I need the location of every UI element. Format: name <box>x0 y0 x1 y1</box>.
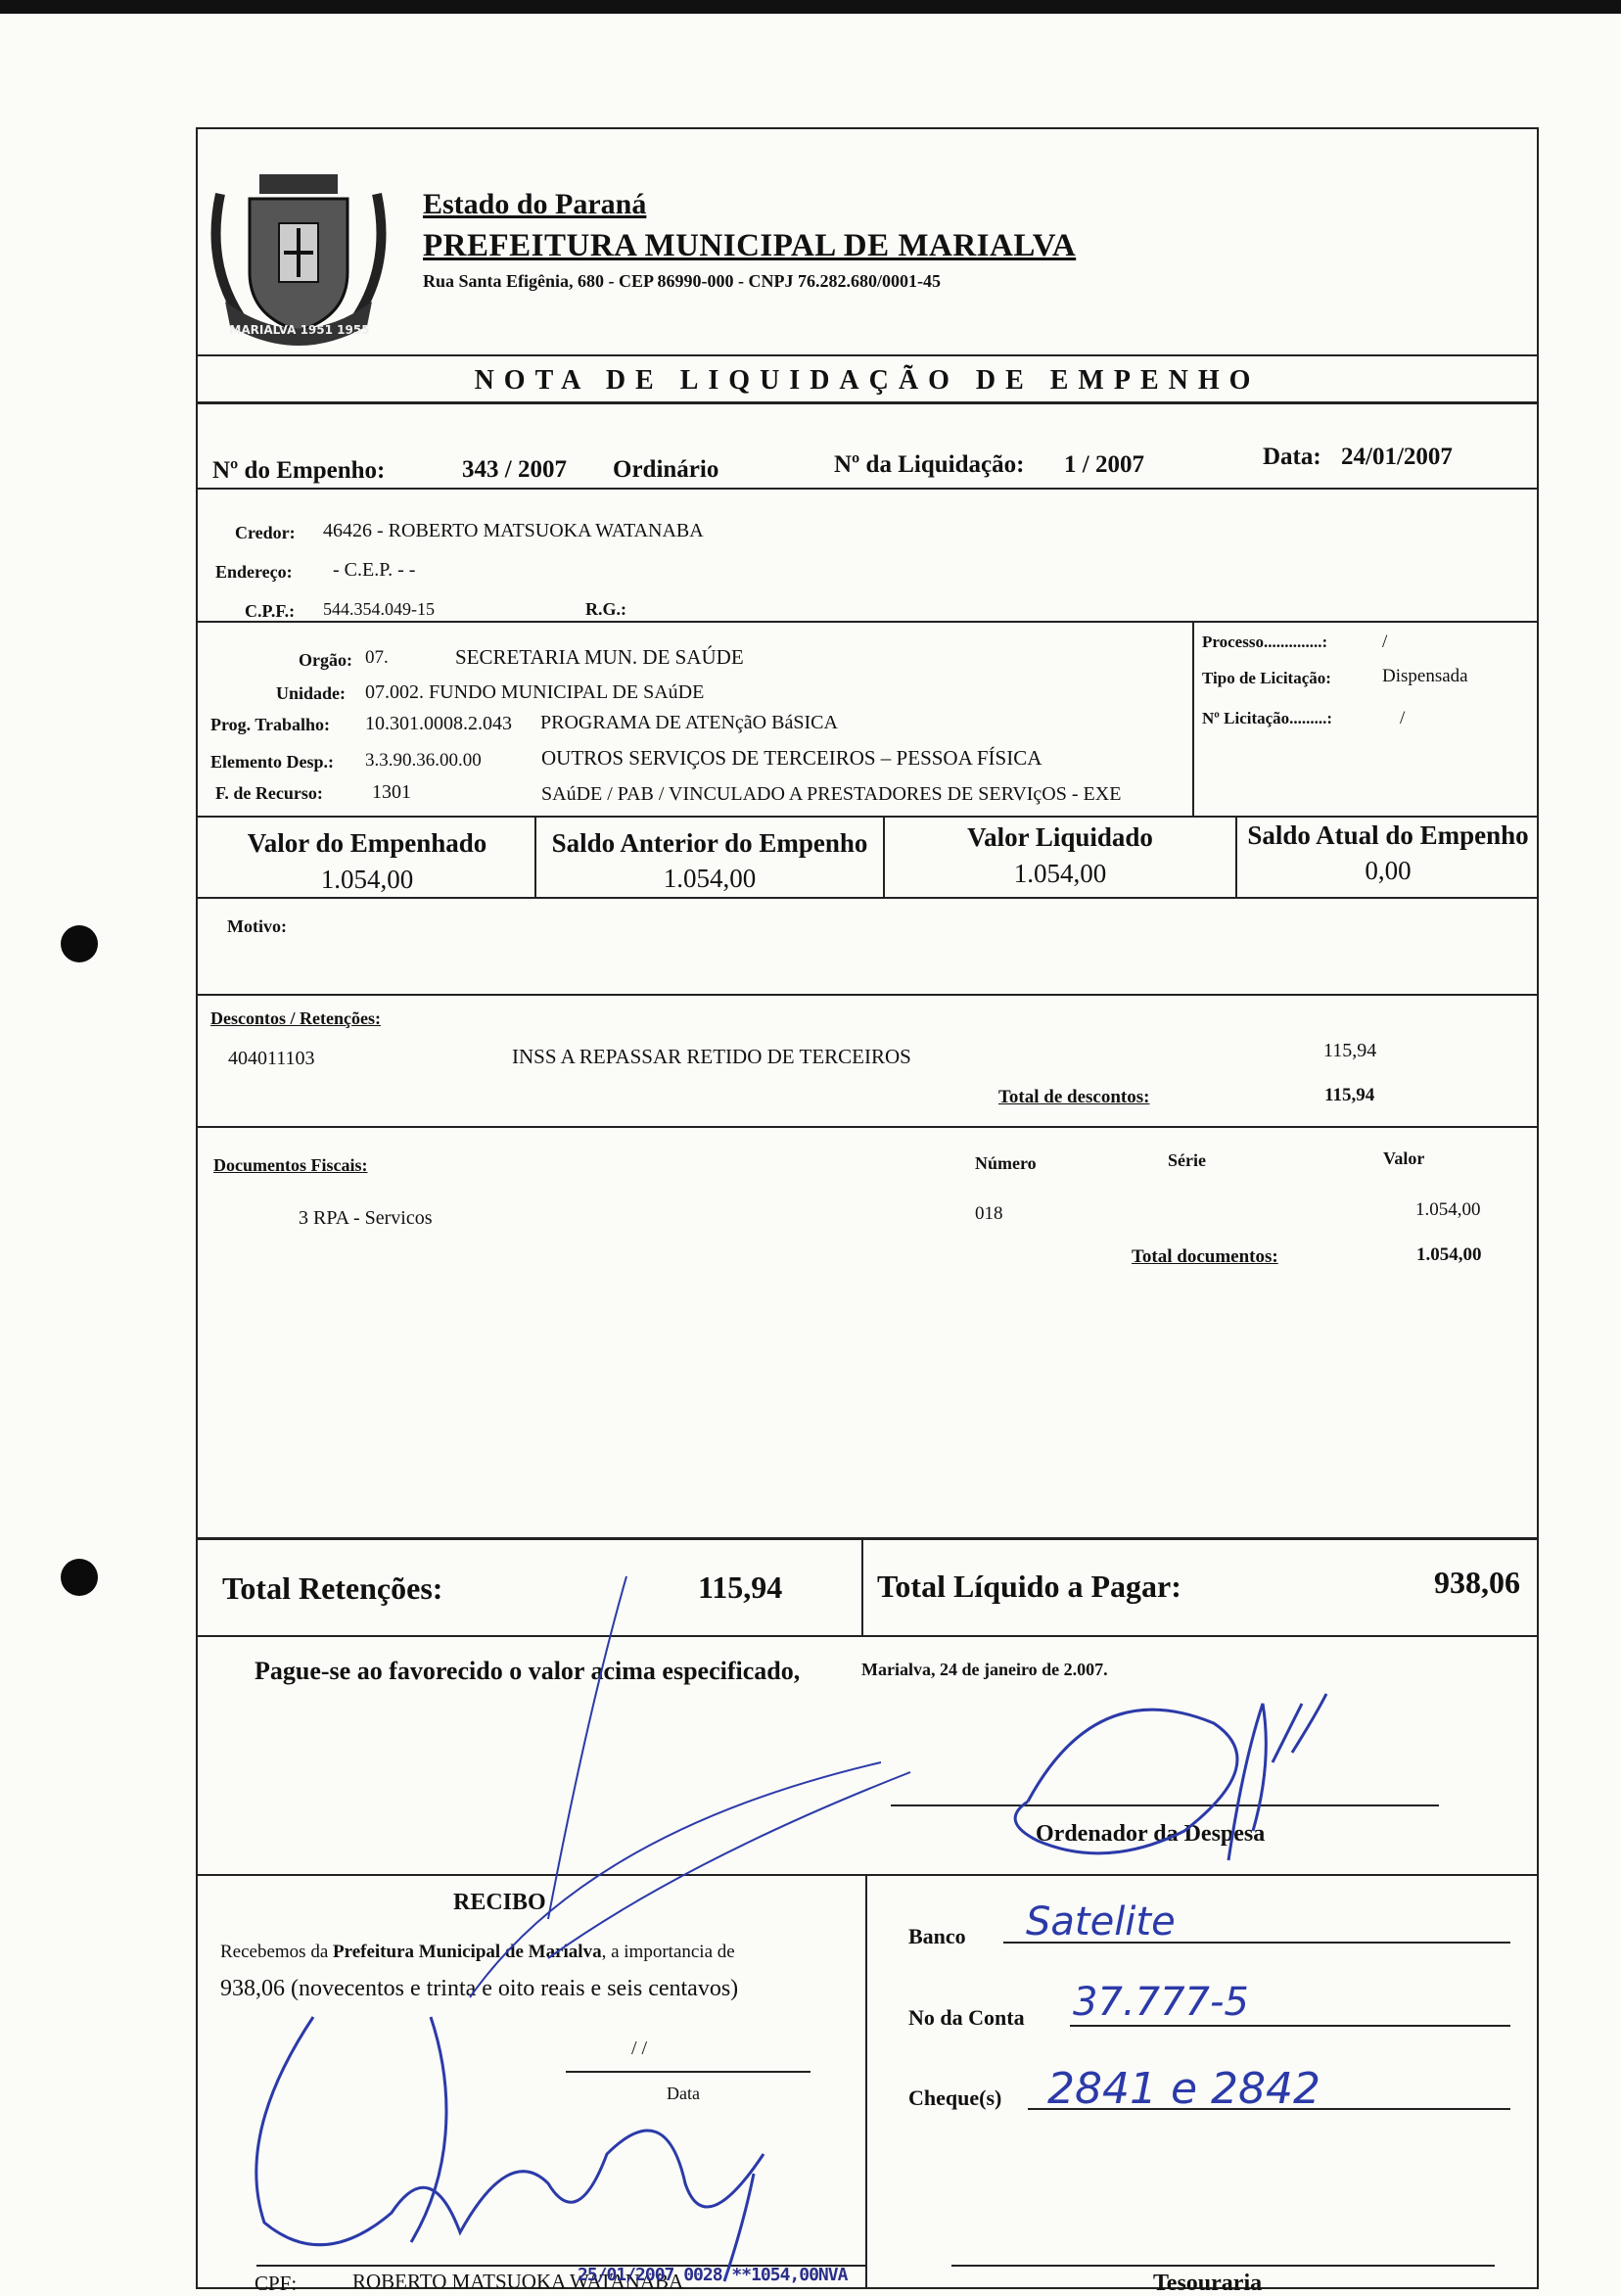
total-documentos-value: 1.054,00 <box>1416 1244 1482 1265</box>
empenho-type: Ordinário <box>613 456 719 483</box>
documento-desc: 3 RPA - Servicos <box>299 1207 433 1229</box>
banco-handwritten: Satelite <box>1026 1899 1176 1945</box>
total-retencoes-label: Total Retenções: <box>222 1570 443 1606</box>
cpf-label: C.P.F.: <box>245 601 296 621</box>
col-valor: Valor <box>1383 1148 1425 1168</box>
credor-value: 46426 - ROBERTO MATSUOKA WATANABA <box>323 520 704 541</box>
processo-label: Processo..............: <box>1202 633 1328 651</box>
recurso-name: SAúDE / PAB / VINCULADO A PRESTADORES DE SERVIçOS - EXE <box>541 783 1122 805</box>
col-serie: Série <box>1168 1150 1206 1170</box>
desconto-code: 404011103 <box>228 1048 315 1069</box>
prog-name: PROGRAMA DE ATENçãO BáSICA <box>540 712 838 733</box>
valor-empenhado-label: Valor do Empenhado <box>247 828 487 858</box>
elemento-name: OUTROS SERVIÇOS DE TERCEIROS – PESSOA FÍSICA <box>541 746 1042 770</box>
banco-label: Banco <box>908 1924 966 1948</box>
recibo-date-slashes: / / <box>631 2038 648 2059</box>
rg-label: R.G.: <box>585 599 626 619</box>
saldo-anterior-value: 1.054,00 <box>663 864 757 893</box>
recibo-title: RECIBO <box>453 1890 546 1915</box>
tesouraria-label: Tesouraria <box>1153 2271 1263 2296</box>
recurso-code: 1301 <box>372 781 411 803</box>
prog-code: 10.301.0008.2.043 <box>365 713 512 734</box>
recibo-line1: Recebemos da Prefeitura Municipal de Marialva, a importancia de <box>220 1942 735 1962</box>
date-value: 24/01/2007 <box>1341 444 1453 470</box>
total-retencoes-value: 115,94 <box>698 1570 783 1605</box>
municipality-name: PREFEITURA MUNICIPAL DE MARIALVA <box>423 228 1077 263</box>
orgao-name: SECRETARIA MUN. DE SAÚDE <box>455 645 744 669</box>
state-name: Estado do Paraná <box>423 188 647 220</box>
recurso-label: F. de Recurso: <box>215 783 323 803</box>
total-documentos-label: Total documentos: <box>1132 1246 1278 1267</box>
conta-handwritten: 37.777-5 <box>1073 1980 1249 2025</box>
recibo-date-label: Data <box>667 2084 700 2103</box>
desconto-value: 115,94 <box>1323 1040 1377 1061</box>
saldo-anterior-label: Saldo Anterior do Empenho <box>551 828 868 858</box>
liquidacao-value: 1 / 2007 <box>1064 451 1144 478</box>
tipo-licitacao-label: Tipo de Licitação: <box>1202 669 1331 687</box>
orgao-code: 07. <box>365 647 389 668</box>
elemento-code: 3.3.90.36.00.00 <box>365 750 482 771</box>
elemento-label: Elemento Desp.: <box>210 752 334 772</box>
ordenador-label: Ordenador da Despesa <box>1036 1821 1266 1847</box>
saldo-atual-label: Saldo Atual do Empenho <box>1247 820 1529 850</box>
cheque-label: Cheque(s) <box>908 2085 1002 2110</box>
desconto-desc: INSS A REPASSAR RETIDO DE TERCEIROS <box>512 1045 911 1068</box>
unidade-value: 07.002. FUNDO MUNICIPAL DE SAúDE <box>365 681 705 703</box>
col-numero: Número <box>975 1153 1037 1173</box>
prog-label: Prog. Trabalho: <box>210 715 331 734</box>
bank-stamp: 25/01/2007 0028 **1054,00NVA <box>578 2265 848 2285</box>
num-licitacao-label: Nº Licitação.........: <box>1202 709 1333 727</box>
total-liquido-label: Total Líquido a Pagar: <box>877 1569 1181 1604</box>
total-descontos-value: 115,94 <box>1324 1085 1375 1105</box>
unidade-label: Unidade: <box>276 683 347 703</box>
pague-se-text: Pague-se ao favorecido o valor acima especificado, <box>255 1657 801 1685</box>
orgao-label: Orgão: <box>299 650 352 670</box>
empenho-num-value: 343 / 2007 <box>462 456 567 483</box>
documentos-title: Documentos Fiscais: <box>213 1155 368 1175</box>
endereco-label: Endereço: <box>215 562 293 582</box>
valor-empenhado-value: 1.054,00 <box>320 865 414 894</box>
document-title: NOTA DE LIQUIDAÇÃO DE EMPENHO <box>474 365 1261 396</box>
endereco-value: - C.E.P. - - <box>333 559 416 581</box>
valor-liquidado-value: 1.054,00 <box>1013 859 1107 888</box>
cpf-value: 544.354.049-15 <box>323 599 435 619</box>
processo-value: / <box>1382 632 1388 652</box>
place-date: Marialva, 24 de janeiro de 2.007. <box>861 1660 1108 1679</box>
motivo-label: Motivo: <box>227 916 287 936</box>
date-label: Data: <box>1263 444 1321 470</box>
recibo-name: ROBERTO MATSUOKA WATANABA <box>352 2270 684 2293</box>
conta-label: No da Conta <box>908 2005 1025 2030</box>
municipality-address: Rua Santa Efigênia, 680 - CEP 86990-000 - CNPJ 76.282.680/0001-45 <box>423 271 942 291</box>
total-descontos-label: Total de descontos: <box>998 1087 1150 1107</box>
tipo-licitacao-value: Dispensada <box>1382 666 1468 686</box>
valor-liquidado-label: Valor Liquidado <box>967 822 1153 852</box>
documento-numero: 018 <box>975 1203 1003 1224</box>
descontos-title: Descontos / Retenções: <box>210 1008 381 1028</box>
num-licitacao-value: / <box>1400 708 1406 728</box>
cheque-handwritten: 2841 e 2842 <box>1047 2064 1320 2114</box>
total-liquido-value: 938,06 <box>1434 1565 1520 1600</box>
recibo-cpf-label: CPF: <box>255 2272 298 2295</box>
liquidacao-label: Nº da Liquidação: <box>834 451 1025 478</box>
credor-label: Credor: <box>235 523 296 542</box>
documento-valor: 1.054,00 <box>1415 1199 1481 1220</box>
saldo-atual-value: 0,00 <box>1365 856 1412 885</box>
crest-text: MARIALVA 1951 1955 <box>229 323 370 337</box>
empenho-num-label: Nº do Empenho: <box>212 457 386 484</box>
recibo-line2: 938,06 (novecentos e trinta e oito reais e seis centavos) <box>220 1976 739 2001</box>
